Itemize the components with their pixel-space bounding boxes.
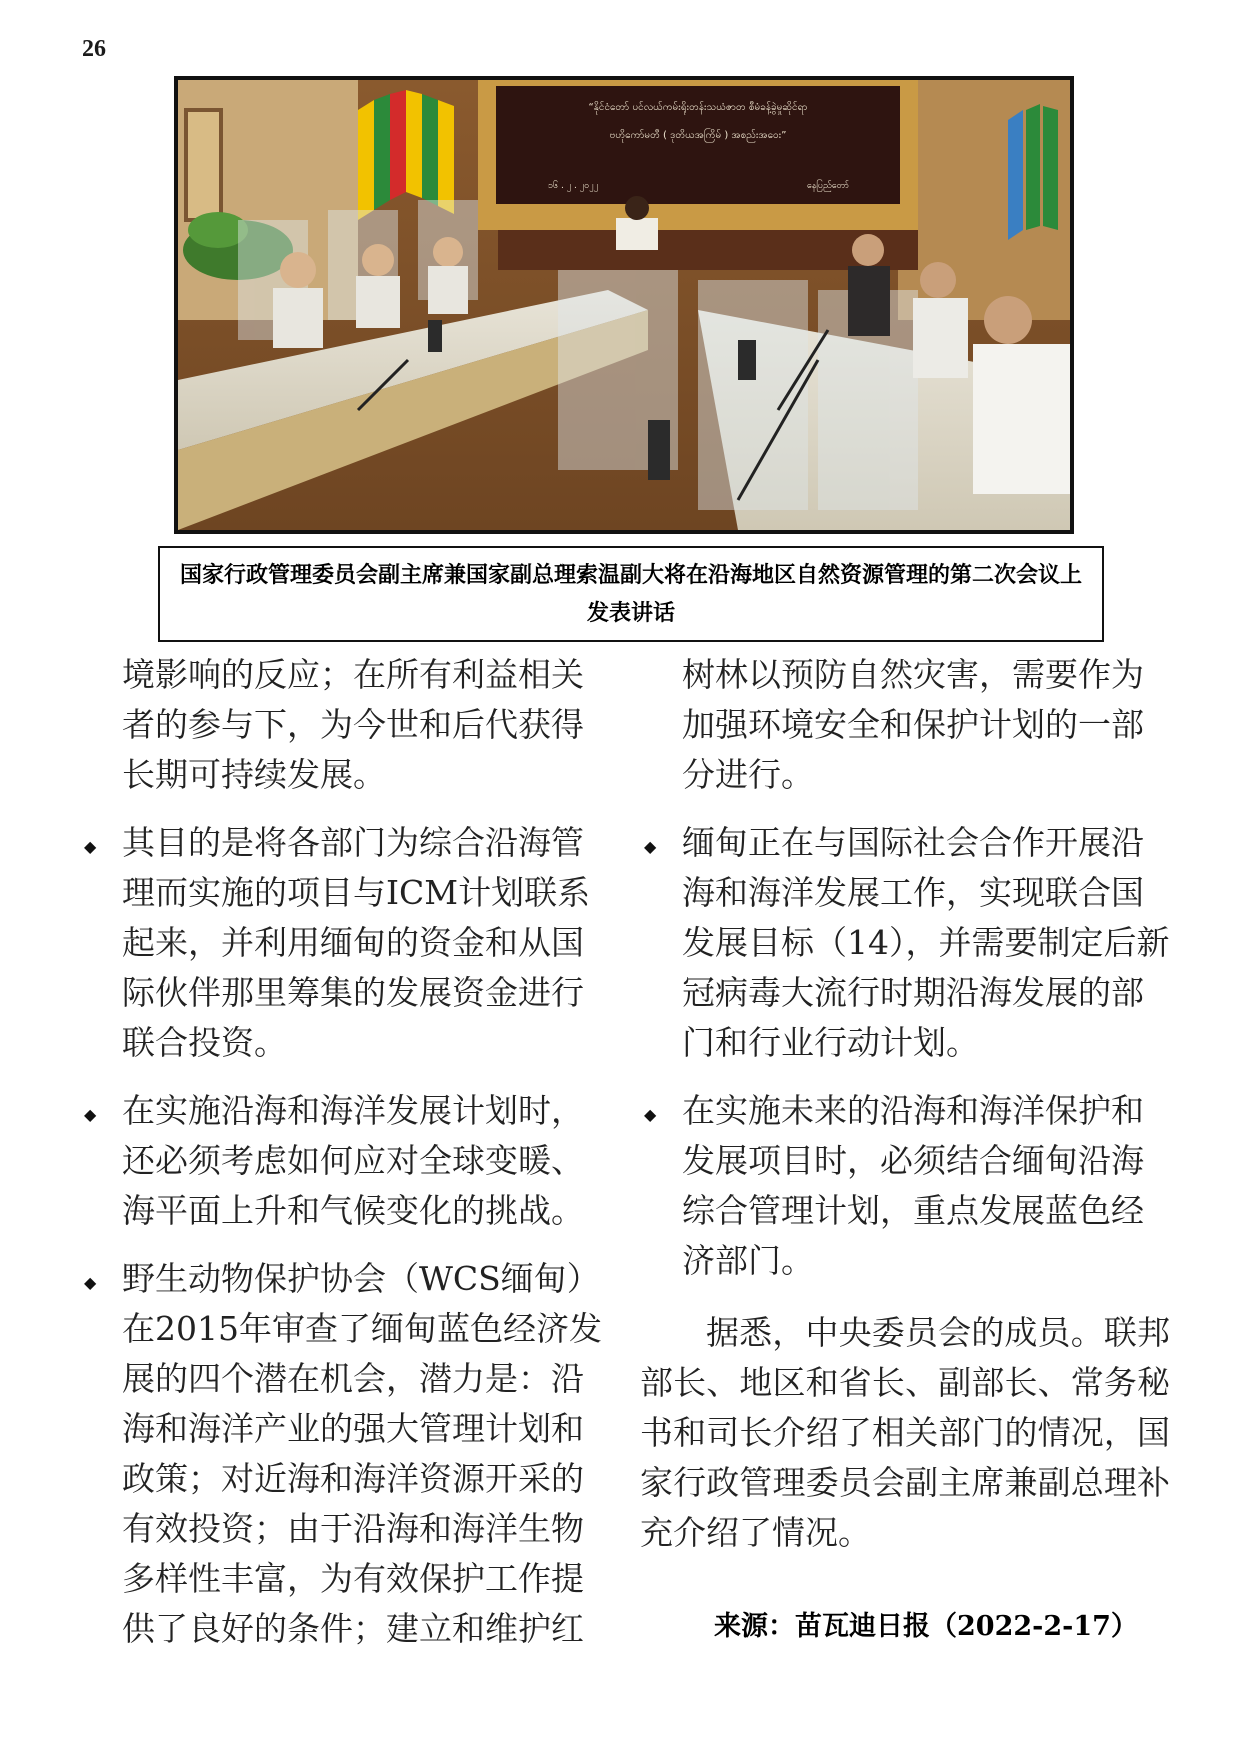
- right-continuation-text: 树林以预防自然灾害，需要作为加强环境安全和保护计划的一部分进行。: [682, 655, 1144, 794]
- flags-right: [1008, 104, 1058, 240]
- banner-place: နေပြည်တော်: [806, 181, 850, 191]
- bullet-diamond-icon: ◆: [84, 1273, 97, 1292]
- bullet-diamond-icon: ◆: [644, 837, 657, 856]
- banner-line1: “နိုင်ငံတော် ပင်လယ်ကမ်းရိုးတန်းသယံဇာတ စီမံခန့်ခွဲမှုဆိုင်ရာ: [588, 102, 808, 113]
- page-number: 26: [82, 36, 106, 62]
- right-bullet-item: [640, 818, 1170, 1068]
- left-bullet-item: [80, 1086, 610, 1236]
- left-bullet-item: [80, 1254, 610, 1654]
- meeting-photo: [174, 76, 1074, 534]
- banner-line2: ဗဟိုကော်မတီ ( ဒုတိယအကြိမ် ) အစည်းအဝေး”: [609, 130, 787, 141]
- right-column: [640, 650, 1170, 1558]
- left-bullet-item: [80, 818, 610, 1068]
- right-bullet-text: 在实施未来的沿海和海洋保护和发展项目时，必须结合缅甸沿海综合管理计划，重点发展蓝色经济部门。: [682, 1091, 1144, 1280]
- meeting-photo-illustration: [178, 80, 1070, 530]
- left-bullet-text: 其目的是将各部门为综合沿海管理而实施的项目与ICM计划联系起来，并利用缅甸的资金和从国际伙伴那里筹集的发展资金进行联合投资。: [122, 823, 591, 1062]
- right-bullet-text: 缅甸正在与国际社会合作开展沿海和海洋发展工作，实现联合国发展目标（14），并需要制定后新冠病毒大流行时期沿海发展的部门和行业行动计划。: [682, 823, 1170, 1062]
- left-column: [80, 650, 610, 1654]
- closing-paragraph: 据悉，中央委员会的成员。联邦部长、地区和省长、副部长、常务秘书和司长介绍了相关部门的情况，国家行政管理委员会副主席兼副总理补充介绍了情况。: [640, 1313, 1170, 1552]
- photo-caption: 国家行政管理委员会副主席兼国家副总理索温副大将在沿海地区自然资源管理的第二次会议上发表讲话: [158, 546, 1104, 642]
- bullet-diamond-icon: ◆: [84, 1105, 97, 1124]
- left-continuation-text: 境影响的反应；在所有利益相关者的参与下，为今世和后代获得长期可持续发展。: [122, 655, 584, 794]
- source-credit: 来源：苗瓦迪日报（2022-2-17）: [714, 1611, 1138, 1642]
- bullet-diamond-icon: ◆: [644, 1105, 657, 1124]
- left-bullet-text: 在实施沿海和海洋发展计划时，还必须考虑如何应对全球变暖、海平面上升和气候变化的挑战。: [122, 1091, 584, 1230]
- left-bullet-text: 野生动物保护协会（WCS缅甸）在2015年审查了缅甸蓝色经济发展的四个潜在机会，潜力是：沿海和海洋产业的强大管理计划和政策；对近海和海洋资源开采的有效投资；由于沿海和海洋生物多样性丰富，为有效保护工作提供了良好的条件；建立和维护红: [122, 1259, 602, 1648]
- banner-date: ၁၆ . ၂ . ၂၀၂၂: [547, 181, 599, 191]
- right-bullet-item: [640, 1086, 1170, 1286]
- bullet-diamond-icon: ◆: [84, 837, 97, 856]
